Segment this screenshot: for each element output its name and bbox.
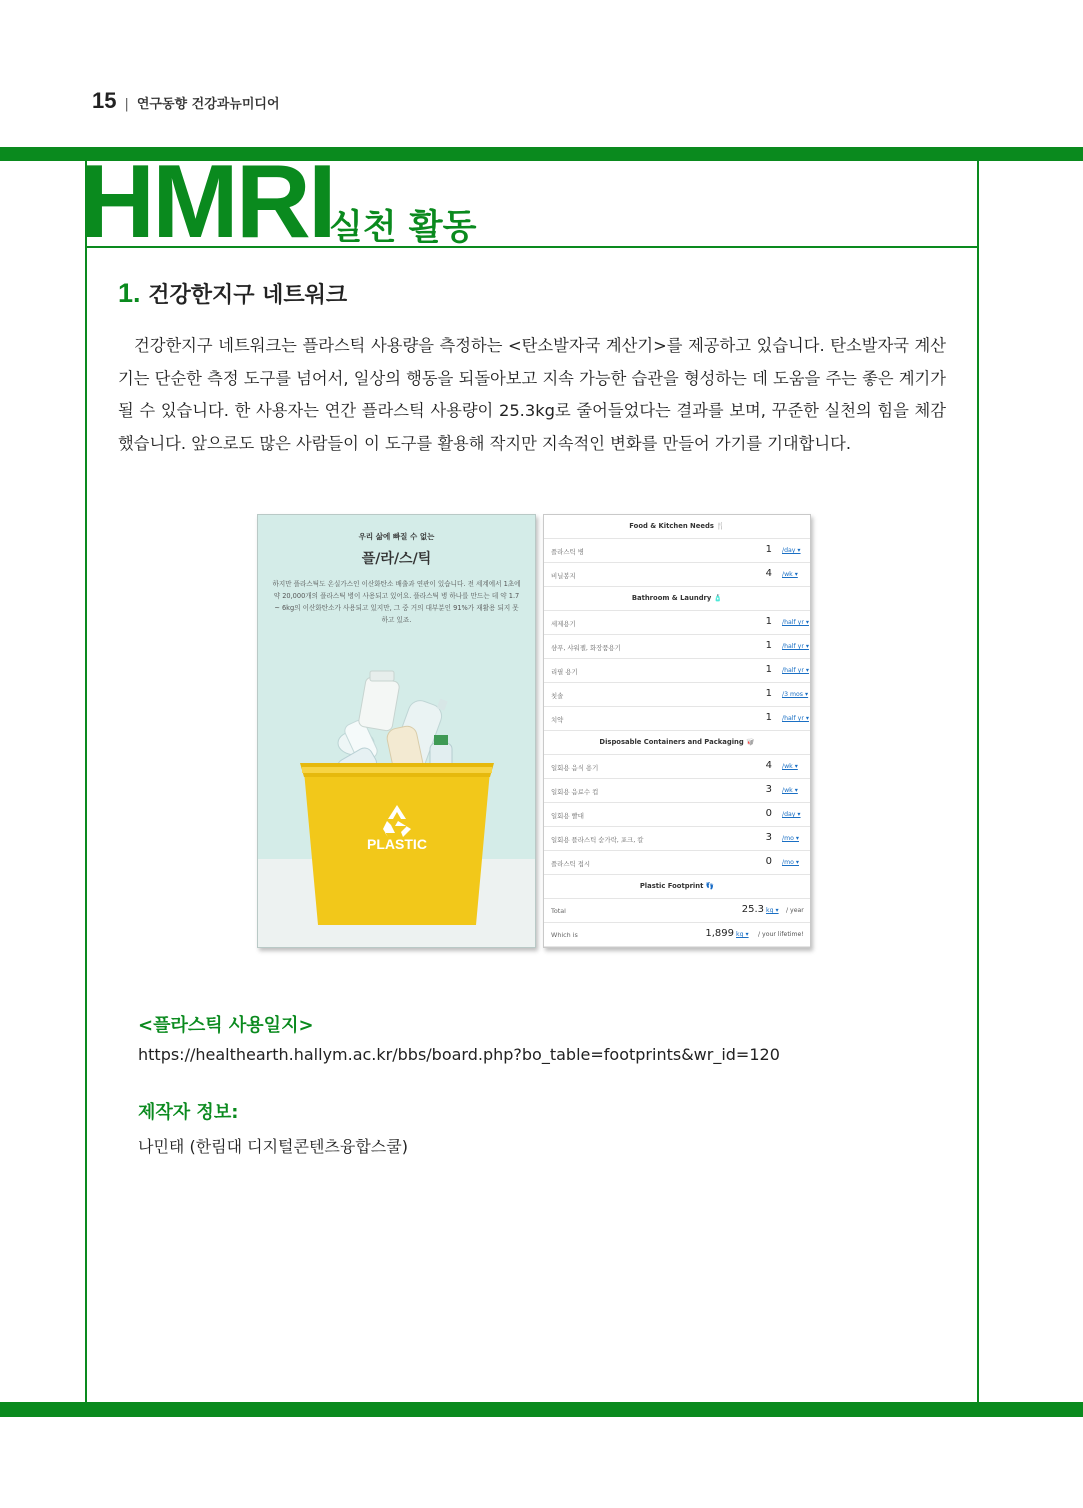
row-value[interactable]: 0 bbox=[765, 856, 772, 867]
left-tagline: 우리 삶에 빠질 수 없는 bbox=[358, 532, 435, 541]
list-item bbox=[544, 539, 810, 563]
which-label: Which is bbox=[551, 931, 578, 939]
list-item bbox=[544, 827, 810, 851]
row-label: 일회용 빨대 bbox=[551, 812, 584, 820]
list-item bbox=[544, 755, 810, 779]
row-value[interactable]: 3 bbox=[765, 784, 772, 795]
running-head bbox=[92, 88, 280, 114]
row-label: 일회용 음식 용기 bbox=[551, 764, 599, 772]
list-item bbox=[544, 683, 810, 707]
list-item bbox=[544, 779, 810, 803]
list-item bbox=[544, 851, 810, 875]
maker-name: 나민태 (한림대 디지털콘텐츠융합스쿨) bbox=[138, 1137, 408, 1156]
row-value[interactable]: 1 bbox=[765, 712, 772, 723]
footprint-total-row bbox=[544, 899, 810, 923]
section-bathroom-title: Bathroom & Laundry 🧴 bbox=[544, 587, 810, 611]
screenshot-pair bbox=[257, 514, 813, 948]
row-label: 샴푸, 샤워젤, 화장품용기 bbox=[551, 644, 621, 652]
unit-dropdown[interactable]: /half yr ▾ bbox=[782, 715, 809, 722]
section-body: 건강한지구 네트워크는 플라스틱 사용량을 측정하는 <탄소발자국 계산기>를 제공하고 있습니다. 탄소발자국 계산기는 단순한 측정 도구를 넘어서, 일상의 행동을 되돌아보고 지속 가능한 습관을 형성하는 데 도움을 주는 좋은 계기가 될 수 있습니다. 한 사용자는 연간 플라스틱 사용량이 25.3kg로 줄어들었다는 결과를 보며, 꾸준한 실천의 힘을 체감했습니다. 앞으로도 많은 사람들이 이 도구를 활용해 작지만 지속적인 변화를 만들어 가기를 기대합니다. bbox=[118, 336, 946, 453]
row-value[interactable]: 1 bbox=[765, 640, 772, 651]
row-label: 플라스틱 병 bbox=[551, 548, 584, 556]
row-value[interactable]: 1 bbox=[765, 664, 772, 675]
row-label: 칫솔 bbox=[551, 692, 564, 700]
page-number: 15 bbox=[92, 88, 117, 113]
maker-label: 제작자 정보: bbox=[138, 1102, 239, 1123]
unit-dropdown[interactable]: /half yr ▾ bbox=[782, 643, 809, 650]
row-label: 세제용기 bbox=[551, 620, 576, 628]
running-head-title: 연구동향 건강과뉴미디어 bbox=[136, 97, 280, 112]
row-label: 치약 bbox=[551, 716, 564, 724]
list-item bbox=[544, 563, 810, 587]
total-unit-dropdown[interactable]: kg ▾ bbox=[766, 907, 779, 914]
source-url[interactable]: https://healthearth.hallym.ac.kr/bbs/board.php?bo_table=footprints&wr_id=120 bbox=[138, 1045, 780, 1064]
total-value: 25.3 bbox=[741, 904, 764, 915]
unit-dropdown[interactable]: /day ▾ bbox=[782, 547, 801, 554]
row-value[interactable]: 3 bbox=[765, 832, 772, 843]
row-value[interactable]: 1 bbox=[765, 616, 772, 627]
list-item bbox=[544, 635, 810, 659]
list-item bbox=[544, 659, 810, 683]
total-label: Total bbox=[551, 907, 566, 915]
left-title: 플/라/스/틱 bbox=[361, 551, 432, 567]
row-value[interactable]: 4 bbox=[765, 568, 772, 579]
brand-title: HMRI bbox=[80, 144, 334, 260]
brand-subtitle: 실천 활동 bbox=[329, 208, 477, 248]
section-food-title: Food & Kitchen Needs 🍴 bbox=[544, 515, 810, 539]
total-tail: / year bbox=[786, 907, 804, 914]
unit-dropdown[interactable]: /wk ▾ bbox=[782, 787, 798, 794]
unit-dropdown[interactable]: /day ▾ bbox=[782, 811, 801, 818]
bin-label: PLASTIC bbox=[367, 836, 427, 852]
row-value[interactable]: 4 bbox=[765, 760, 772, 771]
unit-dropdown[interactable]: /mo ▾ bbox=[782, 859, 799, 866]
row-value[interactable]: 0 bbox=[765, 808, 772, 819]
which-value: 1,899 bbox=[705, 928, 734, 939]
bottom-green-bar bbox=[0, 1402, 1083, 1417]
row-label: 리필 용기 bbox=[551, 668, 578, 676]
unit-dropdown[interactable]: /wk ▾ bbox=[782, 763, 798, 770]
which-tail: / your lifetime! bbox=[758, 931, 804, 938]
left-description: 하지만 플라스틱도 온실가스인 이산화탄소 배출과 연관이 있습니다. 전 세계에서 1초에 약 20,000개의 플라스틱 병이 사용되고 있어요. 플라스틱 병 하나를 만드는 데 약 1.7 ~ 6kg의 이산화탄소가 사용되고 있지만, 그 중 거의 대부분인 91%가 재활용 되지 못하고 있죠. bbox=[272, 580, 521, 624]
unit-dropdown[interactable]: /mo ▾ bbox=[782, 835, 799, 842]
unit-dropdown[interactable]: /half yr ▾ bbox=[782, 667, 809, 674]
screenshot-left bbox=[257, 514, 536, 948]
row-label: 비닐봉지 bbox=[551, 572, 576, 580]
section-number: 1. bbox=[118, 278, 141, 308]
section-disposable-title: Disposable Containers and Packaging 🥡 bbox=[544, 731, 810, 755]
list-item bbox=[544, 611, 810, 635]
figure-caption: <플라스틱 사용일지> bbox=[138, 1015, 314, 1036]
unit-dropdown[interactable]: /half yr ▾ bbox=[782, 619, 809, 626]
section-heading bbox=[118, 278, 347, 309]
unit-dropdown[interactable]: /3 mos ▾ bbox=[782, 691, 809, 698]
recycle-bin-illustration bbox=[258, 515, 535, 948]
section-title: 건강한지구 네트워크 bbox=[148, 283, 348, 308]
unit-dropdown[interactable]: /wk ▾ bbox=[782, 571, 798, 578]
running-head-separator: | bbox=[124, 97, 129, 112]
frame-left-rule bbox=[85, 161, 87, 1402]
row-value[interactable]: 1 bbox=[765, 544, 772, 555]
frame-right-rule bbox=[977, 161, 979, 1402]
list-item bbox=[544, 803, 810, 827]
footprint-title: Plastic Footprint 👣 bbox=[544, 875, 810, 899]
row-label: 일회용 음료수 컵 bbox=[551, 788, 599, 796]
row-label: 일회용 플라스틱 숟가락, 포크, 칼 bbox=[551, 836, 644, 844]
which-unit-dropdown[interactable]: kg ▾ bbox=[736, 931, 749, 938]
screenshot-right bbox=[543, 514, 811, 948]
list-item bbox=[544, 707, 810, 731]
row-value[interactable]: 1 bbox=[765, 688, 772, 699]
footprint-lifetime-row bbox=[544, 923, 810, 947]
row-label: 플라스틱 접시 bbox=[551, 860, 591, 868]
